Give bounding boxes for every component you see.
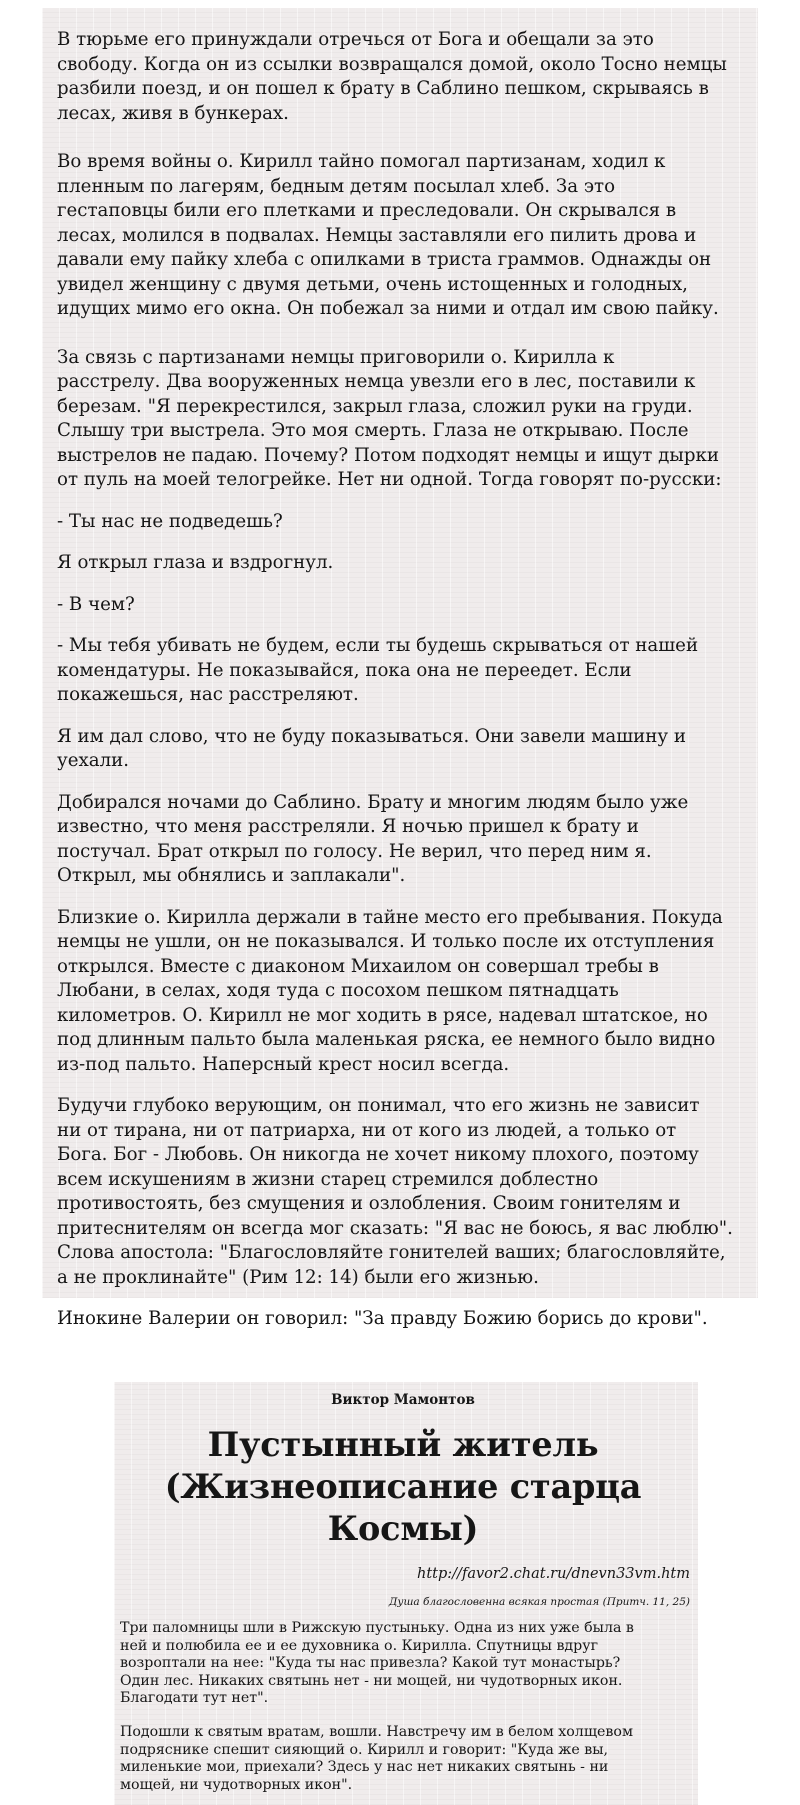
dialogue-line-1: - Ты нас не подведешь?	[57, 510, 283, 532]
dialogue-line-4: - Мы тебя убивать не будем, если ты будешь скрываться от нашей комендатуры. Не показывайся, пока она не переедет. Если покажешься, нас расстреляют.	[57, 635, 699, 705]
epigraph: Душа благословенна всякая простая (Притч. 11, 25)	[388, 1596, 690, 1608]
author-name: Виктор Мамонтов	[331, 1392, 475, 1408]
paragraph-war: Во время войны о. Кирилл тайно помогал партизанам, ходил к пленным по лагерям, бедным детям посылал хлеб. За это гестаповцы били его плетками и преследовали. Он скрывался в лесах, молился в подвалах. Немцы заставляли его пилить дрова и давали ему пайку хлеба с опилками в триста граммов. Однажды он увидел женщину с двумя детьми, очень истощенных и голодных, идущих мимо его окна. Он побежал за ними и отдал им свою пайку.	[57, 151, 719, 319]
paragraph-execution: За связь с партизанами немцы приговорили о. Кирилла к расстрелу. Два вооруженных немца увезли его в лес, поставили к березам. "Я перекрестился, закрыл глаза, сложил руки на груди. Слышу три выстрела. Это моя смерть. Глаза не открываю. После выстрелов не падаю. Почему? Потом подходят немцы и ищут дырки от пуль на моей телогрейке. Нет ни одной. Тогда говорят по-русски:	[57, 346, 722, 490]
paragraph-return-sablino: Добирался ночами до Саблино. Брату и многим людям было уже известно, что меня расстреляли. Я ночью пришел к брату и постучал. Брат открыл по голосу. Не верил, что перед ним я. Открыл, мы обнялись и заплакали".	[57, 791, 689, 886]
source-url: http://favor2.chat.ru/dnevn33vm.htm	[417, 1566, 690, 1582]
paragraph-pilgrims: Три паломницы шли в Рижскую пустыньку. Одна из них уже была в ней и полюбила ее и ее духовника о. Кирилла. Спутницы вдруг возроптали на нее: "Куда ты нас привезла? Какой тут монастырь? Один лес. Никаких святынь нет - ни мощей, ни чудотворных икон. Благодати тут нет".	[120, 1620, 634, 1707]
page-scan-upper	[42, 8, 758, 1329]
paragraph-valeria: Инокине Валерии он говорил: "За правду Божию борись до крови".	[57, 1308, 708, 1329]
dialogue-line-2: Я открыл глаза и вздрогнул.	[57, 552, 334, 573]
page-scan-lower	[114, 1382, 698, 1805]
paragraph-prison: В тюрьме его принуждали отречься от Бога и обещали за это свободу. Когда он из ссылки возвращался домой, около Тосно немцы разбили поезд, и он пошел к брату в Саблино пешком, скрываясь в лесах, живя в бункерах.	[57, 29, 727, 124]
dialogue-line-3: - В чем?	[57, 593, 135, 615]
paragraph-holy-gates: Подошли к святым вратам, вошли. Навстречу им в белом холщевом подряснике спешит сияющий о. Кирилл и говорит: "Куда же вы, миленькие мои, приехали? Здесь у нас нет никаких святынь - ни мощей, ни чудотворных икон".	[120, 1723, 633, 1793]
paragraph-hiding: Близкие о. Кирилла держали в тайне место его пребывания. Покуда немцы не ушли, он не показывался. И только после их отступления открылся. Вместе с диаконом Михаилом он совершал требы в Любани, в селах, ходя туда с посохом пешком пятнадцать километров. О. Кирилл не мог ходить в рясе, надевал штатское, но под длинным пальто была маленькая ряска, ее немного было видно из-под пальто. Наперсный крест носил всегда.	[57, 906, 723, 1075]
article-title: Пустынный житель (Жизнеописание старца Космы)	[164, 1425, 642, 1548]
paragraph-faith: Будучи глубоко верующим, он понимал, что его жизнь не зависит ни от тирана, ни от патриарха, ни от кого из людей, а только от Бога. Бог - Любовь. Он никогда не хочет никому плохого, поэтому всем искушениям в жизни старец стремился доблестно противостоять, без смущения и озлобления. Своим гонителям и притеснителям он всегда мог сказать: "Я вас не боюсь, я вас люблю". Слова апостола: "Благословляйте гонителей ваших; благословляйте, а не проклинайте" (Рим 12: 14) были его жизнью.	[57, 1095, 733, 1288]
paragraph-word-given: Я им дал слово, что не буду показываться. Они завели машину и уехали.	[57, 725, 687, 771]
